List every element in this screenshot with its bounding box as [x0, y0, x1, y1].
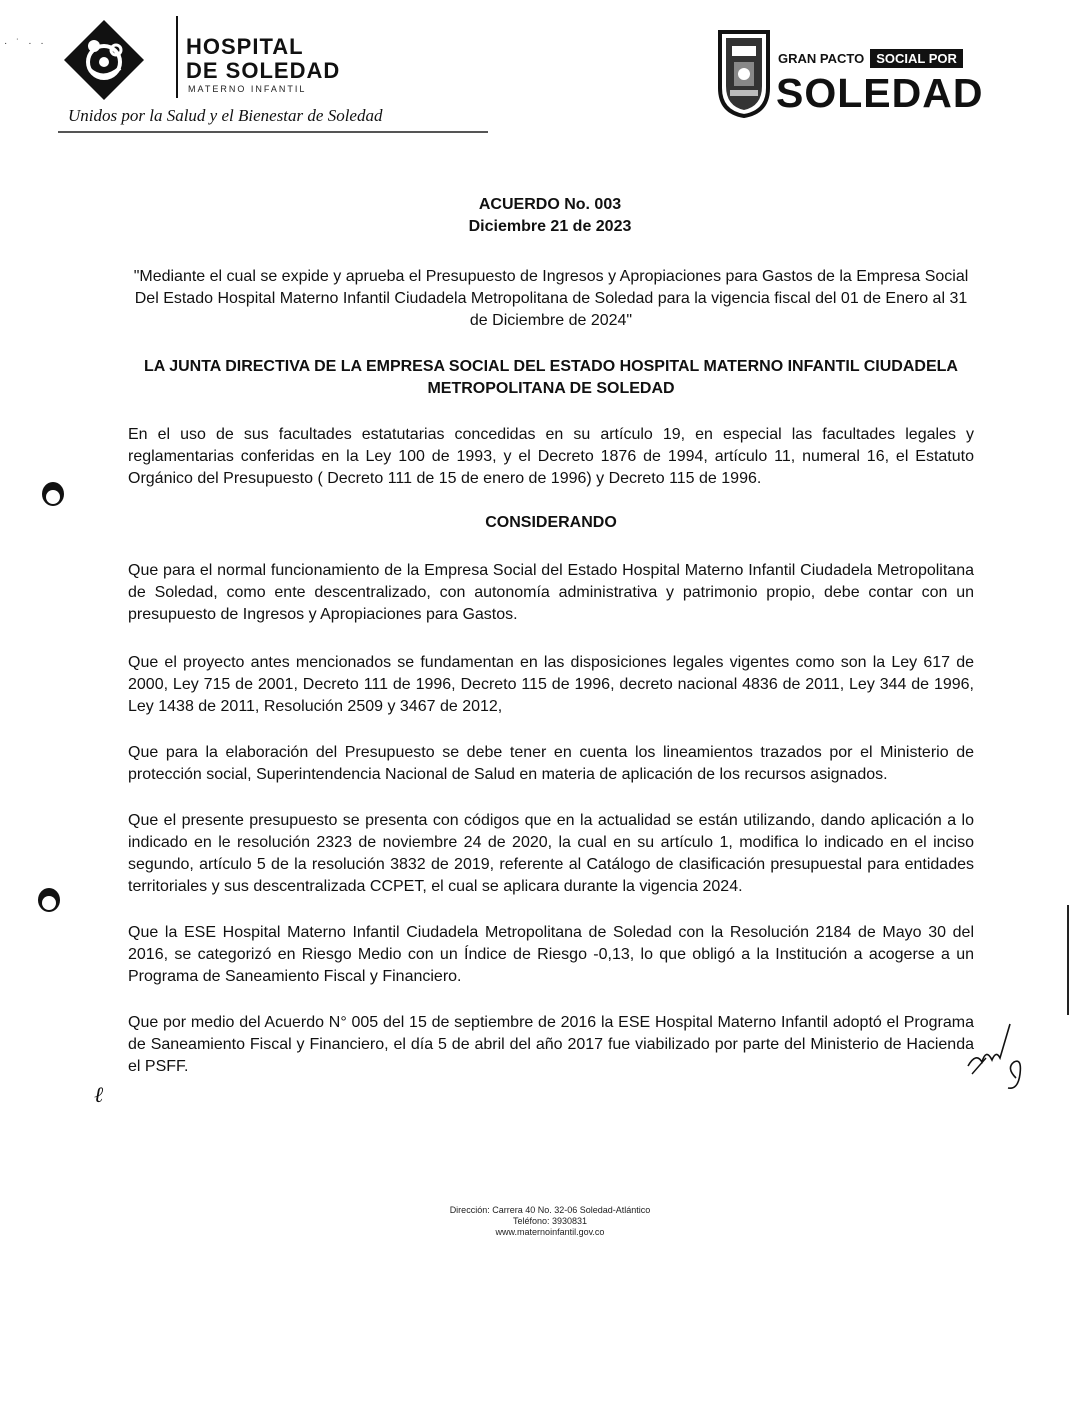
- logo-divider: [176, 16, 178, 98]
- footer-contact: [380, 1205, 720, 1238]
- considerando-heading: CONSIDERANDO: [485, 514, 617, 531]
- document-title: ACUERDO No. 003: [478, 196, 622, 213]
- considerando-paragraph: Que para el normal funcionamiento de la Empresa Social del Estado Hospital Materno Infantil Ciudadela Metropolitana de Soledad, como ente descentralizado, con autonomía administrativa y patrimonio propio, debe contar con un presupuesto de Ingresos y Apropiaciones para Gastos.: [128, 562, 974, 623]
- hospital-slogan: Unidos por la Salud y el Bienestar de Soledad: [68, 106, 383, 125]
- considerando-paragraph: Que por medio del Acuerdo N° 005 del 15 de septiembre de 2016 la ESE Hospital Materno Infantil adoptó el Programa de Saneamiento Fiscal y Financiero, el día 5 de abril del año 2017 fue viabilizado por parte del Ministerio de Hacienda el PSFF.: [128, 1014, 974, 1075]
- hospital-name-line2: DE SOLEDAD: [186, 58, 341, 83]
- coat-of-arms-icon: [716, 28, 772, 118]
- soledad-wordmark: SOLEDAD: [776, 70, 984, 116]
- gran-pacto-text: GRAN PACTO: [778, 50, 865, 66]
- considerando-paragraph: Que la ESE Hospital Materno Infantil Ciudadela Metropolitana de Soledad con la Resolución 2184 de Mayo 30 del 2016, se categorizó en Riesgo Medio con un Índice de Riesgo -0,13, lo que obligó a la Institución a acogerse a un Programa de Saneamiento Fiscal y Financiero.: [128, 924, 974, 985]
- facultades-paragraph: En el uso de sus facultades estatutarias concedidas en su artículo 19, en especial las facultades legales y reglamentarias conferidas en la Ley 100 de 1993, y el Decreto 1876 de 1994, artículo 11, numeral 16, el Estatuto Orgánico del Presupuesto ( Decreto 111 de 15 de enero de 1996) y Decreto 115 de 1996.: [128, 426, 974, 487]
- hole-punch-mark: [40, 480, 66, 508]
- footer-address: Dirección: Carrera 40 No. 32-06 Soledad-Atlántico: [449, 1205, 651, 1215]
- hospital-name-line1: HOSPITAL: [186, 34, 304, 59]
- footer-website: www.maternoinfantil.gov.co: [495, 1227, 605, 1237]
- junta-heading: LA JUNTA DIRECTIVA DE LA EMPRESA SOCIAL DEL ESTADO HOSPITAL MATERNO INFANTIL CIUDADELA METROPOLITANA DE SOLEDAD: [144, 358, 958, 397]
- header-rule: [58, 131, 488, 133]
- handwritten-initials-signature: [962, 1018, 1032, 1098]
- considerando-paragraph: Que para la elaboración del Presupuesto se debe tener en cuenta los lineamientos trazados por el Ministerio de protección social, Superintendencia Nacional de Salud en materia de aplicación de los recursos asignados.: [128, 744, 974, 783]
- scan-edge-line: [1067, 905, 1069, 1015]
- hospital-logo: [58, 14, 383, 134]
- considerando-paragraph: Que el proyecto antes mencionados se fundamentan en las disposiciones legales vigentes como son la Ley 617 de 2000, Ley 715 de 2001, Decreto 111 de 1996, Decreto 115 de 1996, decreto nacional 4836 de 2011, Ley 344 de 1996, Ley 1438 de 2011, Resolución 2509 y 3467 de 2012,: [128, 654, 974, 715]
- hospital-logo-emblem: [64, 20, 144, 100]
- social-por-text: SOCIAL POR: [870, 49, 963, 68]
- document-subject: "Mediante el cual se expide y aprueba el Presupuesto de Ingresos y Apropiaciones para Gastos de la Empresa Social Del Estado Hospital Materno Infantil Ciudadela Metropolitana de Soledad para la vigencia fiscal del 01 de Enero al 31 de Diciembre de 2024": [133, 268, 969, 329]
- gran-pacto-line: [778, 48, 963, 68]
- document-date: Diciembre 21 de 2023: [468, 218, 632, 235]
- considerando-paragraph: Que el presente presupuesto se presenta con códigos que en la actualidad se están utilizando, dando aplicación a lo indicado en le resolución 2323 de noviembre 24 de 2020, la cual en su artículo 1, modifica lo indicado en el inciso segundo, artículo 5 de la resolución 3832 de 2019, referente al Catálogo de clasificación presupuestal para entidades territoriales y sus descentralizada CCPET, el cual se aplicara durante la vigencia 2024.: [128, 812, 974, 895]
- hole-punch-mark: [36, 886, 62, 914]
- footer-phone: Teléfono: 3930831: [512, 1216, 588, 1226]
- scan-noise: · ˙ · ·: [4, 38, 47, 49]
- hospital-subtitle: MATERNO INFANTIL: [188, 84, 307, 94]
- gran-pacto-logo: [716, 28, 984, 120]
- handwritten-margin-mark: ℓ: [94, 1082, 104, 1107]
